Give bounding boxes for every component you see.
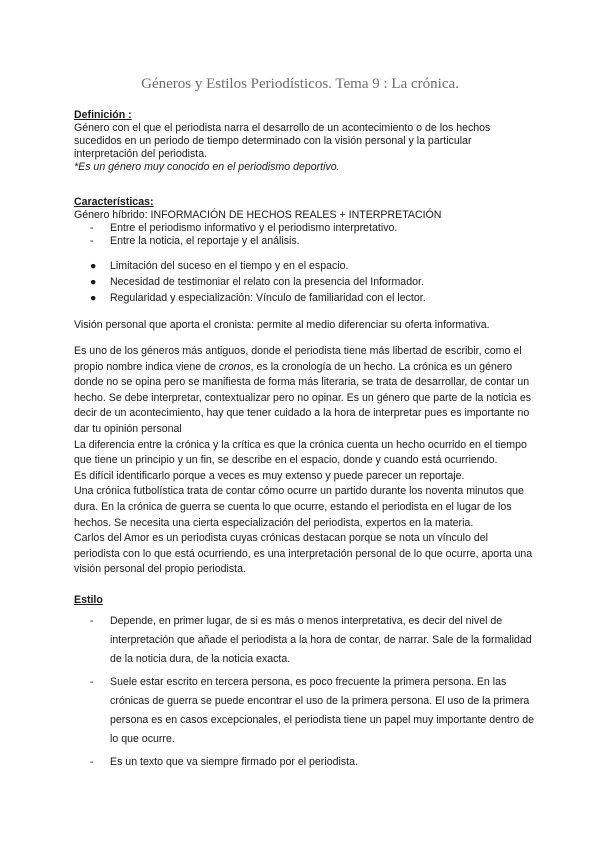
bullet-marker: ● xyxy=(90,260,97,272)
list-item: ● Regularidad y especialización: Vínculo de familiaridad con el lector. xyxy=(90,292,426,304)
list-item: - Entre el periodismo informativo y el periodismo interpretativo. xyxy=(90,222,398,234)
estilo-list xyxy=(74,612,534,772)
paragraph-futbol: Una crónica futbolística trata de contar cómo ocurre un partido durante los noventa minutos que dura. En la crónica de guerra se cuenta lo que ocurre, estando el periodista en el lugar de los hechos. Se necesita una cierta especialización del periodista, expertos en la materia. xyxy=(74,485,524,529)
list-item: ● Necesidad de testimoniar el relato con la presencia del Informador. xyxy=(90,276,424,288)
estilo-heading: Estilo xyxy=(74,593,103,606)
list-item: - Depende, en primer lugar, de si es más o menos interpretativa, es decir del nivel de interpretación que añade el periodista a la hora de contar, de narrar. Sale de la formalidad de la noticia dura, de la noticia exacta. xyxy=(74,612,534,669)
caracteristicas-heading: Características: xyxy=(74,196,154,208)
definicion-note: *Es un género muy conocido en el periodismo deportivo. xyxy=(74,161,340,173)
caracteristicas-intro: Género híbrido: INFORMACIÓN DE HECHOS REALES + INTERPRETACIÓN xyxy=(74,209,442,221)
list-item: ● Limitación del suceso en el tiempo y en el espacio. xyxy=(90,260,349,272)
list-item: - Suele estar escrito en tercera persona, es poco frecuente la primera persona. En las crónicas de guerra se puede encontrar el uso de la primera persona. El uso de la primera persona es en casos excepcionales, el periodista tiene un papel muy importante dentro de lo que ocurre. xyxy=(74,673,534,749)
definicion-text: Género con el que el periodista narra el desarrollo de un acontecimiento o de los hechos sucedidos en un periodo de tiempo determinado con la visión personal y la particular interpretación del periodista. xyxy=(74,122,491,160)
vision-text: Visión personal que aporta el cronista: permite al medio diferenciar su oferta informativa. xyxy=(74,319,490,331)
bullet-marker: ● xyxy=(90,292,97,304)
bullet-marker: ● xyxy=(90,276,97,288)
dash-marker: - xyxy=(90,675,94,688)
dash-marker: - xyxy=(90,614,94,627)
dash-marker: - xyxy=(90,755,94,768)
list-item: - Entre la noticia, el reportaje y el análisis. xyxy=(90,235,300,247)
paragraph-dificil: Es difícil identificarlo porque a veces es muy extenso y puede parecer un reportaje. xyxy=(74,469,465,482)
caracteristicas-dash-list xyxy=(74,222,534,248)
list-item: - Es un texto que va siempre firmado por el periodista. xyxy=(74,753,534,772)
paragraph-diferencia: La diferencia entre la crónica y la crítica es que la crónica cuenta un hecho ocurrido en el tiempo que tiene un principio y un fin, se describe en el espacio, donde y cuando está ocurriendo. xyxy=(74,438,527,467)
document-content xyxy=(74,109,534,776)
caracteristicas-bullet-list xyxy=(74,260,534,305)
dash-marker: - xyxy=(90,235,94,247)
paragraph-origen: Es uno de los géneros más antiguos, donde el periodista tiene más libertad de escribir, como el propio nombre indica viene de cronos, es la cronología de un hecho. La crónica es un género donde no se opina pero se manifiesta de forma más literaria, se trata de desarrollar, de contar un hecho. Se debe interpretar, contextualizar pero no opinar. Es un género que parte de la noticia es decir de un acontecimiento, hay que tener cuidado a la hora de interpretar pues es importante no dar tu opinión personal xyxy=(74,345,532,435)
document-title: Géneros y Estilos Periodísticos. Tema 9 : La crónica. xyxy=(141,76,459,92)
dash-marker: - xyxy=(90,222,94,234)
definicion-heading: Definición : xyxy=(74,109,132,121)
paragraph-carlos: Carlos del Amor es un periodista cuyas crónicas destacan porque se nota un vínculo del periodista con lo que está ocurriendo, es una interpretación personal de lo que ocurre, aporta una visión personal del propio periodista. xyxy=(74,532,533,576)
